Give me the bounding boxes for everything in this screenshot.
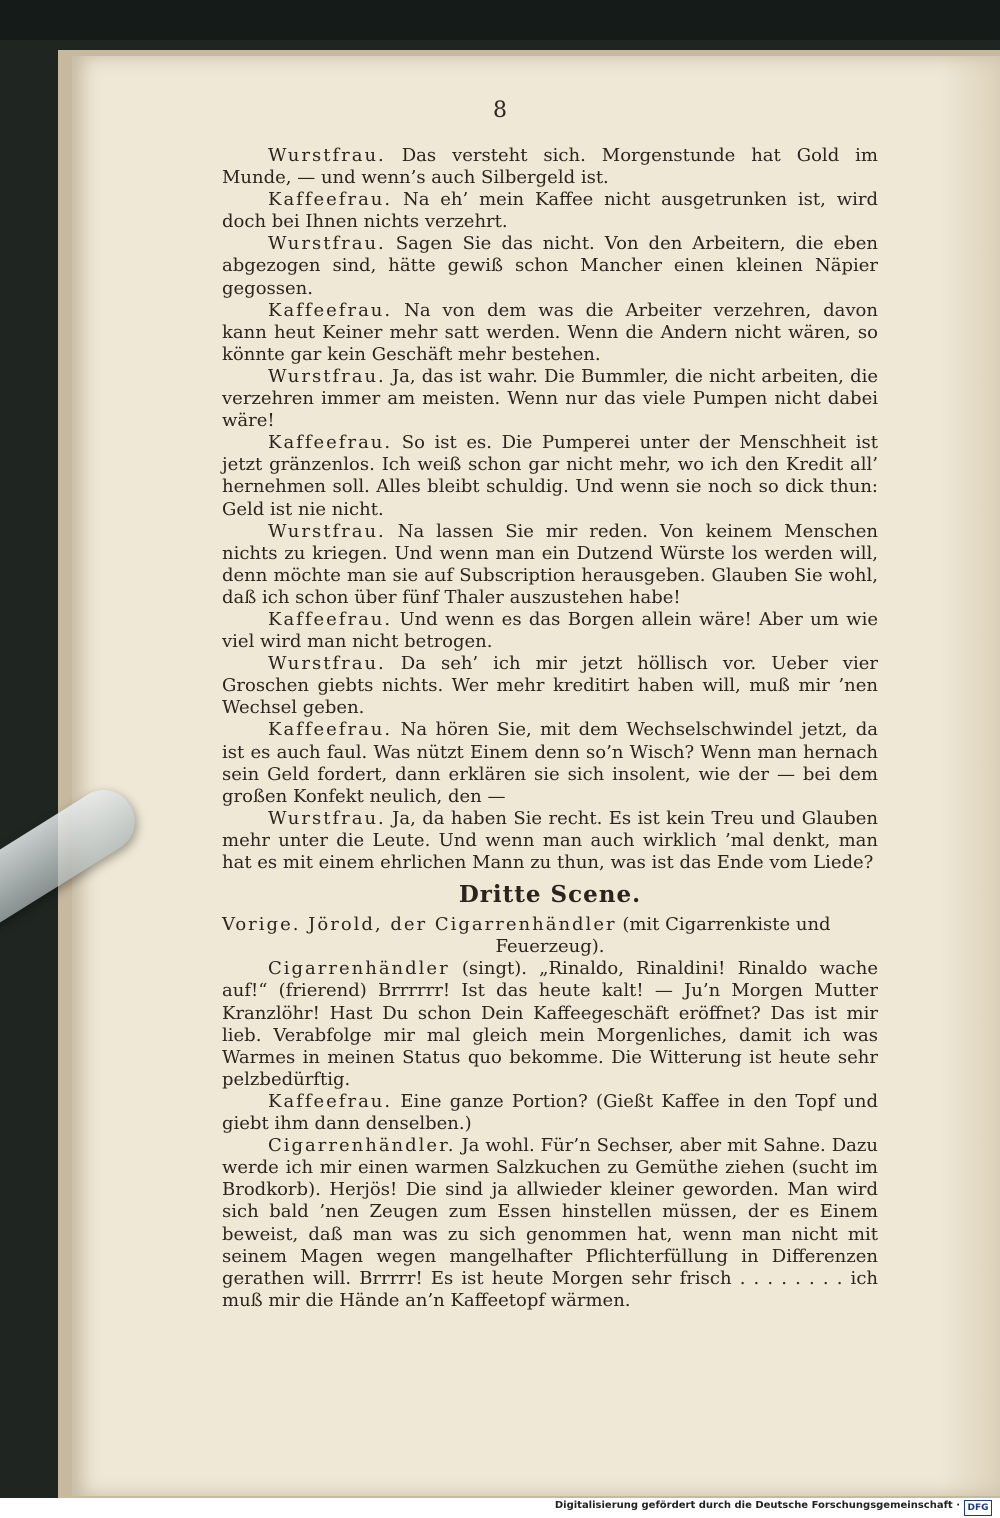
scene-intro-text: (mit Cigarrenkiste und: [622, 914, 831, 936]
dialogue-paragraph: [222, 366, 878, 432]
dialogue-text: Na von dem was die Arbeiter verzehren, davon kann heut Keiner mehr satt werden. Wenn die Andern nicht wären, so könnte gar kein Geschäft mehr bestehen.: [222, 299, 878, 365]
dialogue-text: Ja wohl. Für’n Sechser, aber mit Sahne. Dazu werde ich mir einen warmen Salzkuchen zu Gemüthe ziehen (sucht im Brodkorb). Herjös! Die sind ja allwieder kleiner geworden. Man wird sich bald ’nen Zeugen zum Essen hinstellen müssen, der es Einem beweist, daß man was zu sich genommen hat, wenn man nicht mit seinem Magen wegen mangelhafter Pflichterfüllung in Differenzen gerathen will. Brrrrr! Es ist heute Morgen sehr frisch . . . . . . . . ich muß mir die Hände an’n Kaffeetopf wärmen.: [222, 1135, 878, 1311]
speaker-name: Kaffeefrau.: [268, 719, 393, 741]
speaker-name: Wurstfrau.: [268, 653, 386, 675]
dialogue-paragraph: [222, 609, 878, 653]
dialogue-paragraph: [222, 432, 878, 520]
scene-intro-speaker: Vorige. Jörold, der Cigarrenhändler: [222, 914, 617, 936]
dialogue-text: Und wenn es das Borgen allein wäre! Aber um wie viel wird man nicht betrogen.: [222, 608, 878, 653]
speaker-name: Wurstfrau.: [268, 807, 386, 829]
dialogue-text: Eine ganze Portion? (Gießt Kaffee in den Topf und giebt ihm dann denselben.): [222, 1090, 878, 1135]
dialogue-text: Na hören Sie, mit dem Wechselschwindel jetzt, da ist es auch faul. Was nützt Einem denn so’n Wisch? Wenn man hernach sein Geld fordert, dann erklären sie sich insolent, wie der — bei dem großen Konfekt neulich, den —: [222, 719, 878, 807]
speaker-name: Cigarrenhändler.: [268, 1135, 456, 1157]
dialogue-paragraph: [222, 233, 878, 299]
speaker-name: Cigarrenhändler: [268, 958, 450, 980]
page-number: 8: [493, 98, 507, 123]
speaker-name: Kaffeefrau.: [268, 1090, 393, 1112]
dialogue-after-scene: [222, 958, 878, 1312]
dialogue-text: Ja, das ist wahr. Die Bummler, die nicht arbeiten, die verzehren immer am meisten. Wenn nur das viele Pumpen nicht dabei wäre!: [222, 365, 878, 432]
speaker-name: Kaffeefrau.: [268, 299, 393, 321]
dialogue-text: Na lassen Sie mir reden. Von keinem Menschen nichts zu kriegen. Und wenn man ein Dutzend Würste los werden will, denn möchte man sie auf Subscription herausgeben. Glauben Sie wohl, daß ich schon über fünf Thaler auszustehen habe!: [222, 520, 878, 608]
dialogue-paragraph: [222, 1135, 878, 1312]
speaker-name: Wurstfrau.: [268, 520, 386, 542]
speaker-name: Kaffeefrau.: [268, 432, 393, 454]
dialogue-paragraph: [222, 521, 878, 609]
speaker-name: Kaffeefrau.: [268, 189, 393, 211]
dialogue-text: Na eh’ mein Kaffee nicht ausgetrunken ist, wird doch bei Ihnen nichts verzehrt.: [222, 189, 878, 233]
page-edge-shading: [940, 56, 1000, 1496]
dialogue-text: Sagen Sie das nicht. Von den Arbeitern, die eben abgezogen sind, hätte gewiß schon Mancher einen kleinen Näpier gegossen.: [222, 233, 878, 299]
dialogue-paragraph: [222, 719, 878, 807]
dialogue-text: Das versteht sich. Morgenstunde hat Gold im Munde, — und wenn’s auch Silbergeld ist.: [222, 145, 878, 189]
dialogue-text: So ist es. Die Pumperei unter der Menschheit ist jetzt gränzenlos. Ich weiß schon gar nicht mehr, wo ich den Kredit all’ hernehmen soll. Alles bleibt schuldig. Und wenn sie noch so dick thun: Geld ist nie nicht.: [222, 432, 878, 520]
dialogue-paragraph: [222, 958, 878, 1091]
dialogue-before-scene: [222, 145, 878, 874]
page-text: [222, 145, 878, 1312]
speaker-name: Kaffeefrau.: [268, 608, 393, 630]
speaker-name: Wurstfrau.: [268, 233, 386, 255]
scene-heading: Dritte Scene.: [458, 881, 642, 909]
speaker-name: Wurstfrau.: [268, 145, 386, 166]
speaker-name: Wurstfrau.: [268, 365, 386, 387]
scene-intro: [222, 914, 878, 936]
dialogue-paragraph: [222, 653, 878, 719]
dialogue-paragraph: [222, 189, 878, 233]
dialogue-text: (singt). „Rinaldo, Rinaldini! Rinaldo wache auf!“ (frierend) Brrrrrr! Ist das heute kalt! — Ju’n Morgen Mutter Kranzlöhr! Hast Du schon Dein Kaffeegeschäft eröffnet? Das ist mir lieb. Verabfolge mir mal gleich mein Morgenliches, damit ich was Warmes in meinen Status quo bekomme. Die Witterung ist heute sehr pelzbedürftig.: [222, 958, 878, 1090]
dialogue-paragraph: [222, 808, 878, 874]
dialogue-paragraph: [222, 1091, 878, 1135]
scene-intro-continuation: Feuerzeug).: [495, 936, 605, 958]
dialogue-paragraph: [222, 300, 878, 366]
funding-credit: Digitalisierung gefördert durch die Deutsche Forschungsgemeinschaft ·: [554, 1500, 960, 1511]
dialogue-paragraph: [222, 145, 878, 189]
dialogue-text: Da seh’ ich mir jetzt höllisch vor. Ueber vier Groschen giebts nichts. Wer mehr kreditirt haben will, muß mir ’nen Wechsel geben.: [222, 653, 878, 719]
scanner-backdrop: [0, 0, 1000, 40]
dfg-logo: DFG: [964, 1500, 992, 1516]
dialogue-text: Ja, da haben Sie recht. Es ist kein Treu und Glauben mehr unter die Leute. Und wenn man auch wirklich ’mal denkt, man hat es mit einem ehrlichen Mann zu thun, was ist das Ende vom Liede?: [222, 807, 878, 873]
